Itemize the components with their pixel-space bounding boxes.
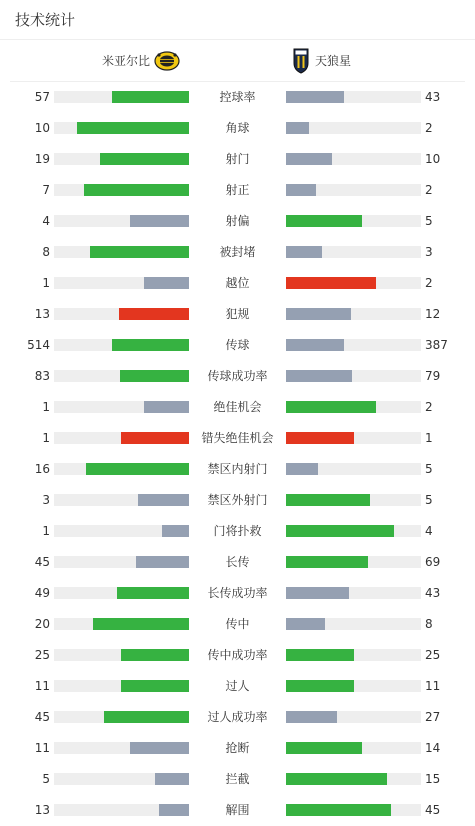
home-bar-track	[54, 525, 189, 537]
away-bar-track	[286, 153, 421, 165]
away-value: 2	[425, 400, 433, 414]
away-value: 69	[425, 555, 441, 569]
home-bar-fill	[77, 122, 189, 134]
home-value: 57	[34, 90, 50, 104]
home-bar-fill	[90, 246, 189, 258]
away-value: 12	[425, 307, 441, 321]
away-bar-track	[286, 649, 421, 661]
away-bar-track	[286, 215, 421, 227]
home-bar-track	[54, 618, 189, 630]
home-bar-fill	[159, 804, 189, 816]
stat-row	[0, 392, 475, 423]
home-bar-fill	[84, 184, 189, 196]
home-value: 83	[34, 369, 50, 383]
home-bar-track	[54, 184, 189, 196]
away-bar-fill	[286, 742, 362, 754]
stat-label: 射偏	[225, 214, 250, 228]
home-value: 4	[42, 214, 50, 228]
home-bar-fill	[120, 370, 189, 382]
stat-row	[0, 82, 475, 113]
away-team[interactable]	[293, 40, 351, 81]
stat-label: 过人	[225, 679, 250, 693]
stat-label: 犯规	[225, 307, 250, 321]
away-value: 5	[425, 214, 433, 228]
away-bar-fill	[286, 556, 368, 568]
home-value: 45	[34, 555, 50, 569]
home-bar-fill	[138, 494, 189, 506]
away-value: 3	[425, 245, 433, 259]
home-bar-fill	[112, 91, 189, 103]
home-bar-fill	[155, 773, 189, 785]
away-value: 5	[425, 462, 433, 476]
home-value: 49	[34, 586, 50, 600]
away-bar-track	[286, 246, 421, 258]
home-bar-track	[54, 246, 189, 258]
stat-row	[0, 702, 475, 733]
section-header	[0, 0, 475, 40]
home-bar-fill	[121, 649, 189, 661]
away-bar-fill	[286, 711, 337, 723]
stat-label: 传球	[225, 338, 250, 352]
stat-row	[0, 268, 475, 299]
home-value: 8	[42, 245, 50, 259]
home-bar-track	[54, 401, 189, 413]
away-bar-fill	[286, 122, 309, 134]
stat-label: 传中成功率	[207, 648, 268, 662]
stat-row	[0, 144, 475, 175]
stat-row	[0, 764, 475, 795]
stat-label: 长传	[225, 555, 250, 569]
home-bar-track	[54, 91, 189, 103]
home-value: 1	[42, 524, 50, 538]
away-value: 2	[425, 121, 433, 135]
home-bar-track	[54, 463, 189, 475]
home-bar-track	[54, 494, 189, 506]
stat-row	[0, 330, 475, 361]
away-value: 10	[425, 152, 441, 166]
home-value: 10	[34, 121, 50, 135]
away-team-badge-icon	[293, 48, 309, 74]
away-bar-fill	[286, 680, 354, 692]
away-value: 387	[425, 338, 448, 352]
away-value: 5	[425, 493, 433, 507]
home-team-name: 米亚尔比	[101, 54, 150, 68]
stat-row	[0, 547, 475, 578]
home-value: 19	[34, 152, 50, 166]
home-bar-fill	[112, 339, 189, 351]
stat-row	[0, 733, 475, 764]
home-value: 1	[42, 276, 50, 290]
stat-label: 越位	[225, 276, 250, 290]
away-bar-fill	[286, 804, 391, 816]
away-value: 11	[425, 679, 441, 693]
home-bar-track	[54, 215, 189, 227]
teams-row	[10, 40, 465, 82]
away-bar-track	[286, 432, 421, 444]
stat-label: 控球率	[219, 90, 256, 104]
away-bar-track	[286, 804, 421, 816]
stats-list	[0, 82, 475, 826]
home-bar-track	[54, 680, 189, 692]
home-bar-track	[54, 711, 189, 723]
stat-row	[0, 237, 475, 268]
stat-row	[0, 454, 475, 485]
stat-label: 角球	[225, 121, 250, 135]
home-value: 25	[34, 648, 50, 662]
home-value: 3	[42, 493, 50, 507]
away-bar-track	[286, 122, 421, 134]
home-bar-track	[54, 742, 189, 754]
stat-row	[0, 640, 475, 671]
stat-label: 禁区内射门	[207, 462, 268, 476]
away-bar-track	[286, 277, 421, 289]
home-value: 514	[27, 338, 50, 352]
section-title: 技术统计	[15, 11, 76, 29]
home-bar-fill	[117, 587, 189, 599]
away-bar-track	[286, 556, 421, 568]
home-bar-track	[54, 432, 189, 444]
away-value: 43	[425, 90, 441, 104]
home-bar-track	[54, 370, 189, 382]
stat-row	[0, 485, 475, 516]
away-bar-track	[286, 184, 421, 196]
home-bar-fill	[119, 308, 189, 320]
away-team-name: 天狼星	[315, 54, 352, 68]
away-bar-track	[286, 587, 421, 599]
away-value: 79	[425, 369, 441, 383]
home-value: 5	[42, 772, 50, 786]
away-bar-fill	[286, 246, 322, 258]
stat-row	[0, 175, 475, 206]
away-bar-track	[286, 91, 421, 103]
away-bar-track	[286, 742, 421, 754]
away-value: 43	[425, 586, 441, 600]
home-value: 7	[42, 183, 50, 197]
home-bar-fill	[136, 556, 189, 568]
away-value: 45	[425, 803, 441, 817]
away-bar-track	[286, 339, 421, 351]
stat-row	[0, 299, 475, 330]
away-bar-fill	[286, 215, 362, 227]
stat-label: 抢断	[225, 741, 250, 755]
home-bar-track	[54, 649, 189, 661]
stat-label: 传球成功率	[207, 369, 268, 383]
away-value: 2	[425, 276, 433, 290]
home-value: 20	[34, 617, 50, 631]
stat-label: 传中	[225, 617, 250, 631]
away-bar-fill	[286, 463, 318, 475]
home-bar-track	[54, 556, 189, 568]
stat-label: 门将扑救	[213, 524, 262, 538]
away-value: 2	[425, 183, 433, 197]
stat-row	[0, 113, 475, 144]
away-bar-fill	[286, 618, 325, 630]
home-value: 13	[34, 307, 50, 321]
home-bar-fill	[144, 277, 189, 289]
away-value: 14	[425, 741, 441, 755]
stat-label: 拦截	[225, 772, 250, 786]
away-bar-track	[286, 463, 421, 475]
stat-label: 绝佳机会	[213, 400, 262, 414]
away-bar-track	[286, 494, 421, 506]
home-bar-fill	[121, 680, 189, 692]
home-bar-track	[54, 773, 189, 785]
stat-label: 错失绝佳机会	[201, 431, 274, 445]
stat-row	[0, 423, 475, 454]
home-value: 11	[34, 679, 50, 693]
home-bar-fill	[93, 618, 189, 630]
away-value: 8	[425, 617, 433, 631]
home-bar-track	[54, 277, 189, 289]
home-bar-track	[54, 804, 189, 816]
away-bar-track	[286, 618, 421, 630]
away-bar-fill	[286, 432, 354, 444]
home-value: 13	[34, 803, 50, 817]
home-bar-fill	[86, 463, 189, 475]
stat-label: 禁区外射门	[207, 493, 268, 507]
home-bar-fill	[130, 742, 189, 754]
away-bar-track	[286, 525, 421, 537]
home-value: 11	[34, 741, 50, 755]
stat-label: 长传成功率	[207, 586, 268, 600]
stat-row	[0, 361, 475, 392]
away-value: 4	[425, 524, 433, 538]
away-bar-track	[286, 773, 421, 785]
home-bar-fill	[144, 401, 189, 413]
away-bar-fill	[286, 153, 332, 165]
home-bar-track	[54, 587, 189, 599]
home-bar-fill	[130, 215, 189, 227]
stat-row	[0, 609, 475, 640]
away-bar-track	[286, 370, 421, 382]
home-team[interactable]	[102, 40, 180, 81]
stat-label: 射门	[225, 152, 250, 166]
stat-row	[0, 578, 475, 609]
away-bar-track	[286, 711, 421, 723]
home-value: 16	[34, 462, 50, 476]
away-bar-fill	[286, 525, 394, 537]
away-bar-fill	[286, 494, 370, 506]
away-bar-fill	[286, 339, 344, 351]
stat-row	[0, 795, 475, 826]
stat-label: 解围	[225, 803, 250, 817]
away-bar-fill	[286, 308, 351, 320]
away-bar-track	[286, 680, 421, 692]
away-value: 27	[425, 710, 441, 724]
home-bar-track	[54, 308, 189, 320]
home-bar-fill	[100, 153, 189, 165]
home-team-badge-icon	[154, 51, 180, 71]
away-value: 15	[425, 772, 441, 786]
away-bar-fill	[286, 277, 376, 289]
stat-label: 射正	[225, 183, 250, 197]
away-bar-fill	[286, 587, 349, 599]
home-value: 1	[42, 400, 50, 414]
away-bar-track	[286, 401, 421, 413]
away-bar-fill	[286, 401, 376, 413]
home-bar-fill	[121, 432, 189, 444]
stat-label: 被封堵	[219, 245, 256, 259]
home-value: 45	[34, 710, 50, 724]
home-value: 1	[42, 431, 50, 445]
away-value: 25	[425, 648, 441, 662]
away-bar-fill	[286, 91, 344, 103]
home-bar-fill	[162, 525, 189, 537]
stat-label: 过人成功率	[207, 710, 268, 724]
away-bar-fill	[286, 184, 316, 196]
home-bar-track	[54, 153, 189, 165]
away-bar-fill	[286, 649, 354, 661]
away-value: 1	[425, 431, 433, 445]
away-bar-fill	[286, 773, 387, 785]
stat-row	[0, 671, 475, 702]
home-bar-track	[54, 339, 189, 351]
away-bar-fill	[286, 370, 352, 382]
stat-row	[0, 516, 475, 547]
home-bar-track	[54, 122, 189, 134]
home-bar-fill	[104, 711, 189, 723]
away-bar-track	[286, 308, 421, 320]
stat-row	[0, 206, 475, 237]
